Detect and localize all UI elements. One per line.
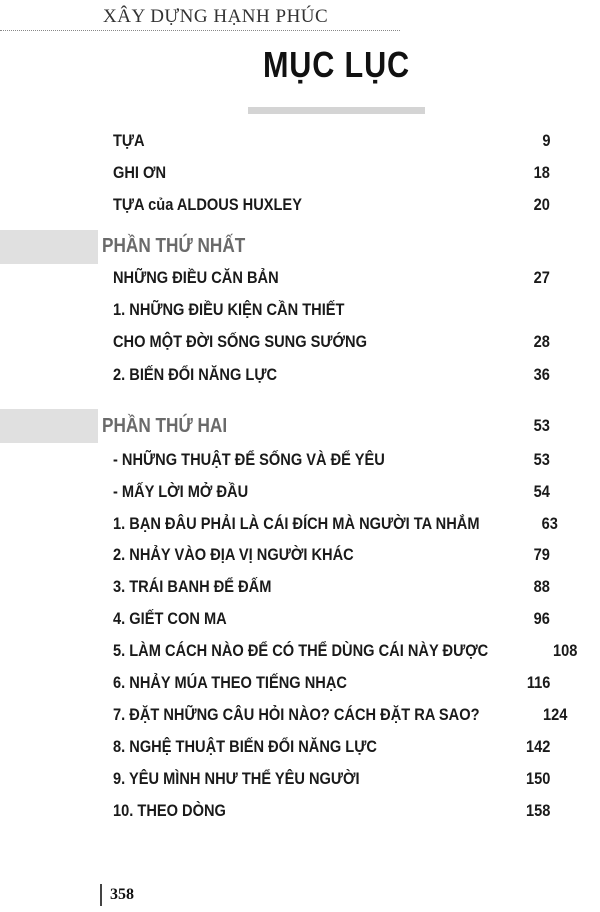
toc-entry-page: 9	[541, 131, 550, 150]
toc-entry-page: 96	[533, 609, 550, 628]
toc-entry[interactable]	[113, 671, 550, 695]
toc-entry-page: 28	[533, 332, 550, 351]
toc-entry-label: 1. BẠN ĐÂU PHẢI LÀ CÁI ĐÍCH MÀ NGƯỜI TA NHẮM	[113, 514, 480, 533]
toc-entry-page: 124	[543, 705, 568, 724]
part-heading-label: PHẦN THỨ NHẤT	[102, 234, 246, 257]
toc-entry-label: 9. YÊU MÌNH NHƯ THỂ YÊU NGƯỜI	[113, 769, 360, 788]
toc-entry[interactable]	[113, 298, 550, 322]
header-dotted-rule	[0, 30, 400, 31]
page-title: MỤC LỤC	[262, 44, 410, 85]
part-heading-1[interactable]	[102, 232, 550, 260]
footer-divider	[100, 884, 102, 906]
part-heading-highlight	[0, 409, 98, 443]
toc-entry-label: - NHỮNG THUẬT ĐỂ SỐNG VÀ ĐỂ YÊU	[113, 450, 385, 469]
toc-entry-page: 88	[533, 577, 550, 596]
toc-entry-label: 1. NHỮNG ĐIỀU KIỆN CẦN THIẾT	[113, 300, 345, 319]
toc-entry-label: 7. ĐẶT NHỮNG CÂU HỎI NÀO? CÁCH ĐẶT RA SAO?	[113, 705, 480, 724]
toc-entry[interactable]	[113, 193, 550, 217]
part-heading-highlight	[0, 230, 98, 264]
toc-entry-label: 5. LÀM CÁCH NÀO ĐỂ CÓ THỂ DÙNG CÁI NÀY ĐƯỢC	[113, 641, 489, 660]
toc-entry-label: 3. TRÁI BANH ĐỂ ĐẤM	[113, 577, 272, 596]
toc-entry-label: TỰA của ALDOUS HUXLEY	[113, 195, 302, 214]
toc-entry-page: 79	[533, 545, 550, 564]
toc-entry-label: TỰA	[113, 131, 145, 150]
toc-entry-page: 116	[526, 673, 550, 692]
toc-entry-label: 4. GIẾT CON MA	[113, 609, 227, 628]
title-underline-bar	[248, 107, 425, 114]
toc-entry[interactable]	[113, 512, 559, 536]
toc-entry-page: 108	[553, 641, 578, 660]
toc-entry-page: 18	[533, 163, 550, 182]
toc-entry[interactable]	[113, 129, 550, 153]
toc-entry-label: 2. NHẢY VÀO ĐỊA VỊ NGƯỜI KHÁC	[113, 545, 354, 564]
toc-entry-page: 63	[541, 514, 559, 533]
toc-entry-page: 142	[525, 737, 550, 756]
toc-entry[interactable]	[113, 703, 568, 727]
toc-entry-label: 6. NHẢY MÚA THEO TIẾNG NHẠC	[113, 673, 347, 692]
toc-entry-page: 150	[525, 769, 550, 788]
toc-entry-page: 54	[533, 482, 550, 501]
toc-entry[interactable]	[113, 607, 550, 631]
toc-entry[interactable]	[113, 448, 550, 472]
toc-entry[interactable]	[113, 363, 550, 387]
toc-entry[interactable]	[113, 266, 550, 290]
toc-entry-label: - MẤY LỜI MỞ ĐẦU	[113, 482, 249, 501]
toc-entry-label: 10. THEO DÒNG	[113, 801, 226, 820]
toc-entry[interactable]	[113, 639, 578, 663]
toc-entry-page: 27	[533, 268, 550, 287]
part-heading-label: PHẦN THỨ HAI	[102, 414, 228, 437]
toc-entry-label: 8. NGHỆ THUẬT BIẾN ĐỔI NĂNG LỰC	[113, 737, 377, 756]
toc-entry[interactable]	[113, 543, 550, 567]
footer-page-number: 358	[110, 886, 134, 903]
running-header: XÂY DỰNG HẠNH PHÚC	[103, 6, 329, 27]
toc-entry[interactable]	[113, 575, 550, 599]
toc-entry-page: 158	[525, 801, 550, 820]
toc-entry-page: 20	[533, 195, 550, 214]
toc-entry[interactable]	[113, 330, 550, 354]
part-heading-2[interactable]	[102, 412, 550, 440]
toc-entry-label: CHO MỘT ĐỜI SỐNG SUNG SƯỚNG	[113, 332, 367, 351]
part-heading-page: 53	[533, 416, 550, 435]
toc-entry-label: GHI ƠN	[113, 163, 167, 182]
toc-entry-label: NHỮNG ĐIỀU CĂN BẢN	[113, 268, 279, 287]
toc-entry[interactable]	[113, 735, 550, 759]
toc-entry[interactable]	[113, 767, 550, 791]
toc-entry-page: 53	[533, 450, 550, 469]
toc-entry-label: 2. BIẾN ĐỔI NĂNG LỰC	[113, 365, 278, 384]
toc-entry[interactable]	[113, 480, 550, 504]
toc-entry[interactable]	[113, 161, 550, 185]
toc-entry-page: 36	[533, 365, 550, 384]
toc-entry[interactable]	[113, 799, 550, 823]
